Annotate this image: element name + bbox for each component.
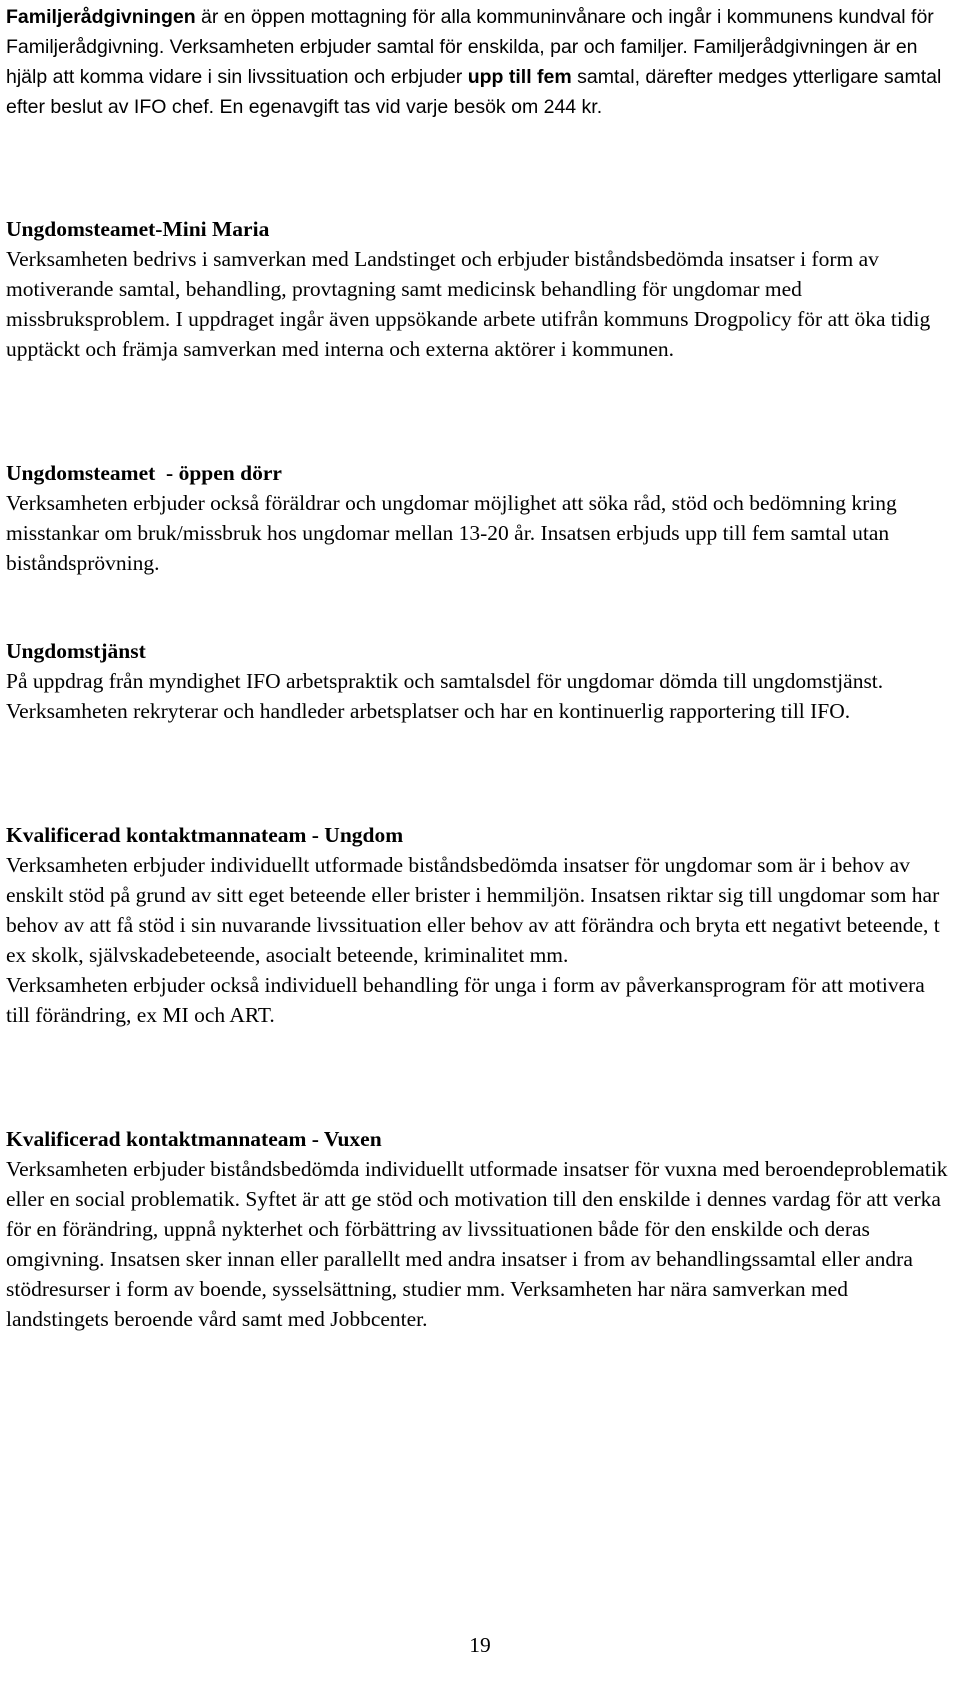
section-oppen-dorr xyxy=(6,458,954,578)
section-body: Verksamheten erbjuder också föräldrar och ungdomar möjlighet att söka råd, stöd och bedömning kring misstankar om bruk/missbruk hos ungdomar mellan 13-20 år. Insatsen erbjuds upp till fem samtal utan biståndsprövning. xyxy=(6,491,903,575)
section-paragraph xyxy=(6,1124,954,1334)
section-paragraph xyxy=(6,458,954,578)
section-heading: Ungdomsteamet - öppen dörr xyxy=(6,461,282,485)
section-body: Verksamheten erbjuder individuellt utformade biståndsbedömda insatser för ungdomar som är i behov av enskilt stöd på grund av sitt eget beteende eller brister i hemmiljön. Insatsen riktar sig till ungdomar som har behov av att få stöd i sin nuvarande livssituation eller behov av att förändra och bryta ett negativt beteende, t ex skolk, självskadebeteende, asocialt beteende, kriminalitet mm. xyxy=(6,853,946,967)
section-paragraph xyxy=(6,214,954,364)
intro-lead-bold: Familjerådgivningen xyxy=(6,6,196,28)
section-heading: Kvalificerad kontaktmannateam - Vuxen xyxy=(6,1127,382,1151)
section-kontaktmannateam-ungdom xyxy=(6,820,954,1030)
section-ungdomstjanst xyxy=(6,636,954,726)
intro-paragraph xyxy=(6,2,954,122)
section-body-2: Verksamheten erbjuder också individuell behandling för unga i form av påverkansprogram för att motivera till förändring, ex MI och ART. xyxy=(6,973,931,1027)
intro-mid-bold: upp till fem xyxy=(467,66,572,88)
section-heading: Ungdomsteamet-Mini Maria xyxy=(6,217,270,241)
section-paragraph xyxy=(6,820,954,1030)
intro-text-2: samtal, därefter medges ytterligare samtal efter beslut av IFO chef. En egenavgift tas vid varje besök om 244 kr. xyxy=(6,66,947,118)
section-body: På uppdrag från myndighet IFO arbetspraktik och samtalsdel för ungdomar dömda till ungdomstjänst. Verksamheten rekryterar och handleder arbetsplatser och har en kontinuerlig rapportering till IFO. xyxy=(6,669,889,723)
section-body: Verksamheten bedrivs i samverkan med Landstinget och erbjuder biståndsbedömda insatser i form av motiverande samtal, behandling, provtagning samt medicinsk behandling för ungdomar med missbruksproblem. I uppdraget ingår även uppsökande arbete utifrån kommuns Drogpolicy för att öka tidig upptäckt och främja samverkan med interna och externa aktörer i kommunen. xyxy=(6,247,936,361)
section-kontaktmannateam-vuxen xyxy=(6,1124,954,1334)
section-mini-maria xyxy=(6,214,954,364)
section-heading: Ungdomstjänst xyxy=(6,639,146,663)
section-paragraph xyxy=(6,636,954,726)
section-heading: Kvalificerad kontaktmannateam - Ungdom xyxy=(6,823,404,847)
section-body: Verksamheten erbjuder biståndsbedömda individuellt utformade insatser för vuxna med beroendeproblematik eller en social problematik. Syftet är att ge stöd och motivation till den enskilde i dennes vardag för att verka för en förändring, uppnå nykterhet och förbättring av livssituationen både för den enskilde och deras omgivning. Insatsen sker innan eller parallellt med andra insatser i from av behandlingssamtal eller andra stödresurser i form av boende, sysselsättning, studier mm. Verksamheten har nära samverkan med landstingets beroende vård samt med Jobbcenter. xyxy=(6,1157,953,1331)
intro-section xyxy=(6,2,954,122)
intro-text-1: är en öppen mottagning för alla kommuninvånare och ingår i kommunens kundval för Familjerådgivning. Verksamheten erbjuder samtal för enskilda, par och familjer. Familjerådgivningen är en hjälp att komma vidare i sin livssituation och erbjuder xyxy=(6,6,940,88)
page-number: 19 xyxy=(469,1633,491,1657)
